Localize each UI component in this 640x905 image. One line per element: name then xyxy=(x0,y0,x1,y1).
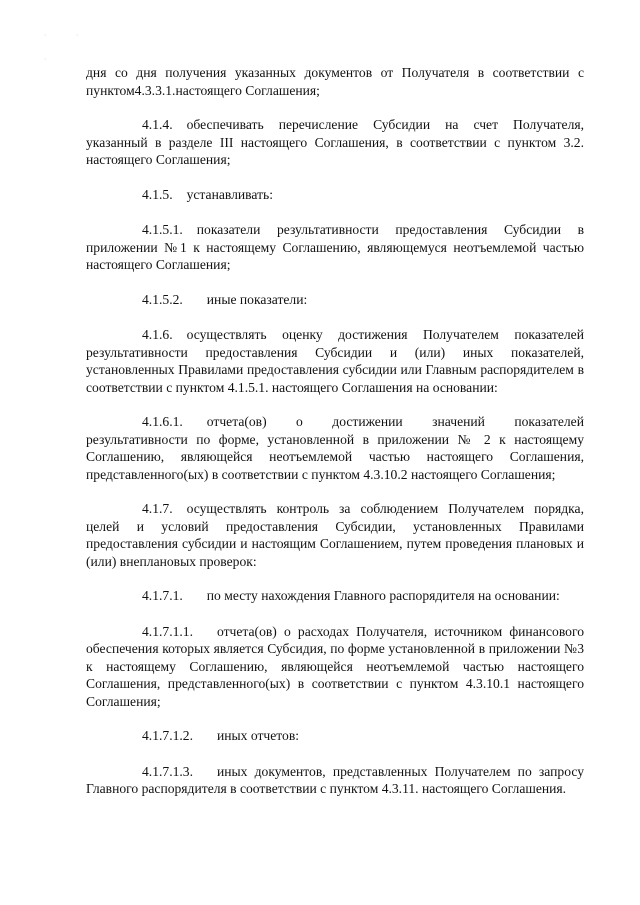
clause-number: 4.1.7.1.3. xyxy=(142,763,193,779)
scan-speck: · xyxy=(44,32,47,39)
clause-number: 4.1.6. xyxy=(142,327,173,342)
clause-4-1-7-1-3 xyxy=(86,763,584,798)
paragraph-continuation xyxy=(86,64,584,99)
clause-text: отчета(ов) о достижении значений показателей результативности по форме, установленной в приложении № 2 к настоящему Соглашению, являющейся неотъемлемой частью настоящего Соглашения, представленного(ых) в соответствии с пунктом 4.3.10.2 настоящего Соглашения; xyxy=(86,414,584,482)
clause-4-1-5-2 xyxy=(86,291,584,309)
clause-4-1-6-1 xyxy=(86,413,584,483)
clause-text: показатели результативности предоставления Субсидии в приложении №1 к настоящему Соглашению, являющемуся неотъемлемой частью настоящего Соглашения; xyxy=(86,222,584,272)
clause-number: 4.1.7.1.2. xyxy=(142,728,193,743)
clause-number: 4.1.7.1. xyxy=(142,588,183,603)
clause-number: 4.1.5.2. xyxy=(142,291,183,307)
clause-text: осуществлять контроль за соблюдением Получателем порядка, целей и условий предоставления Субсидии, установленных Правилами предоставления субсидии и настоящим Соглашением, путем проведения плановых и (или) внеплановых проверок: xyxy=(86,501,584,569)
clause-number: 4.1.5. xyxy=(142,186,173,202)
paragraph-text: дня со дня получения указанных документов от Получателя в соответствии с пунктом4.3.3.1.настоящего Соглашения; xyxy=(86,65,584,98)
clause-number: 4.1.7.1.1. xyxy=(142,623,193,639)
clause-4-1-5-1 xyxy=(86,221,584,274)
clause-text: отчета(ов) о расходах Получателя, источником финансового обеспечения которых является Субсидия, по форме установленной в приложении №3 к настоящему Соглашению, являющейся неотъемлемой частью настоящего Соглашения, представленного(ых) в соответствии с пунктом 4.3.10.1 настоящего Соглашения; xyxy=(86,623,584,709)
scan-speck: · xyxy=(76,32,79,39)
clause-4-1-5 xyxy=(86,186,584,204)
clause-text: иных отчетов: xyxy=(216,728,300,743)
clause-4-1-7-1-2 xyxy=(86,727,584,745)
clause-number: 4.1.6.1. xyxy=(142,414,183,429)
scan-speck: · xyxy=(44,56,47,63)
clause-text: иные показатели: xyxy=(206,291,308,307)
clause-4-1-7-1-1 xyxy=(86,623,584,711)
clause-text: обеспечивать перечисление Субсидии на счет Получателя, указанный в разделе III настоящего Соглашения, в соответствии с пунктом 3.2. настоящего Соглашения; xyxy=(86,117,584,167)
clause-text: осуществлять оценку достижения Получателем показателей результативности предоставления Субсидии и (или) иных показателей, установленных Правилами предоставления субсидии или Главным распорядителем в соответствии с пунктом 4.1.5.1. настоящего Соглашения на основании: xyxy=(86,327,584,395)
clause-text: иных документов, представленных Получателем по запросу Главного распорядителя в соответствии с пунктом 4.3.11. настоящего Соглашения. xyxy=(86,763,584,796)
clause-text: устанавливать: xyxy=(186,186,274,202)
clause-4-1-7 xyxy=(86,500,584,570)
clause-number: 4.1.7. xyxy=(142,501,173,516)
clause-text: по месту нахождения Главного распорядителя на основании: xyxy=(206,588,560,603)
clause-4-1-7-1 xyxy=(86,587,584,605)
clause-4-1-4 xyxy=(86,116,584,169)
document-body xyxy=(86,64,584,815)
clause-4-1-6 xyxy=(86,326,584,396)
clause-number: 4.1.5.1. xyxy=(142,222,183,237)
clause-number: 4.1.4. xyxy=(142,117,173,132)
